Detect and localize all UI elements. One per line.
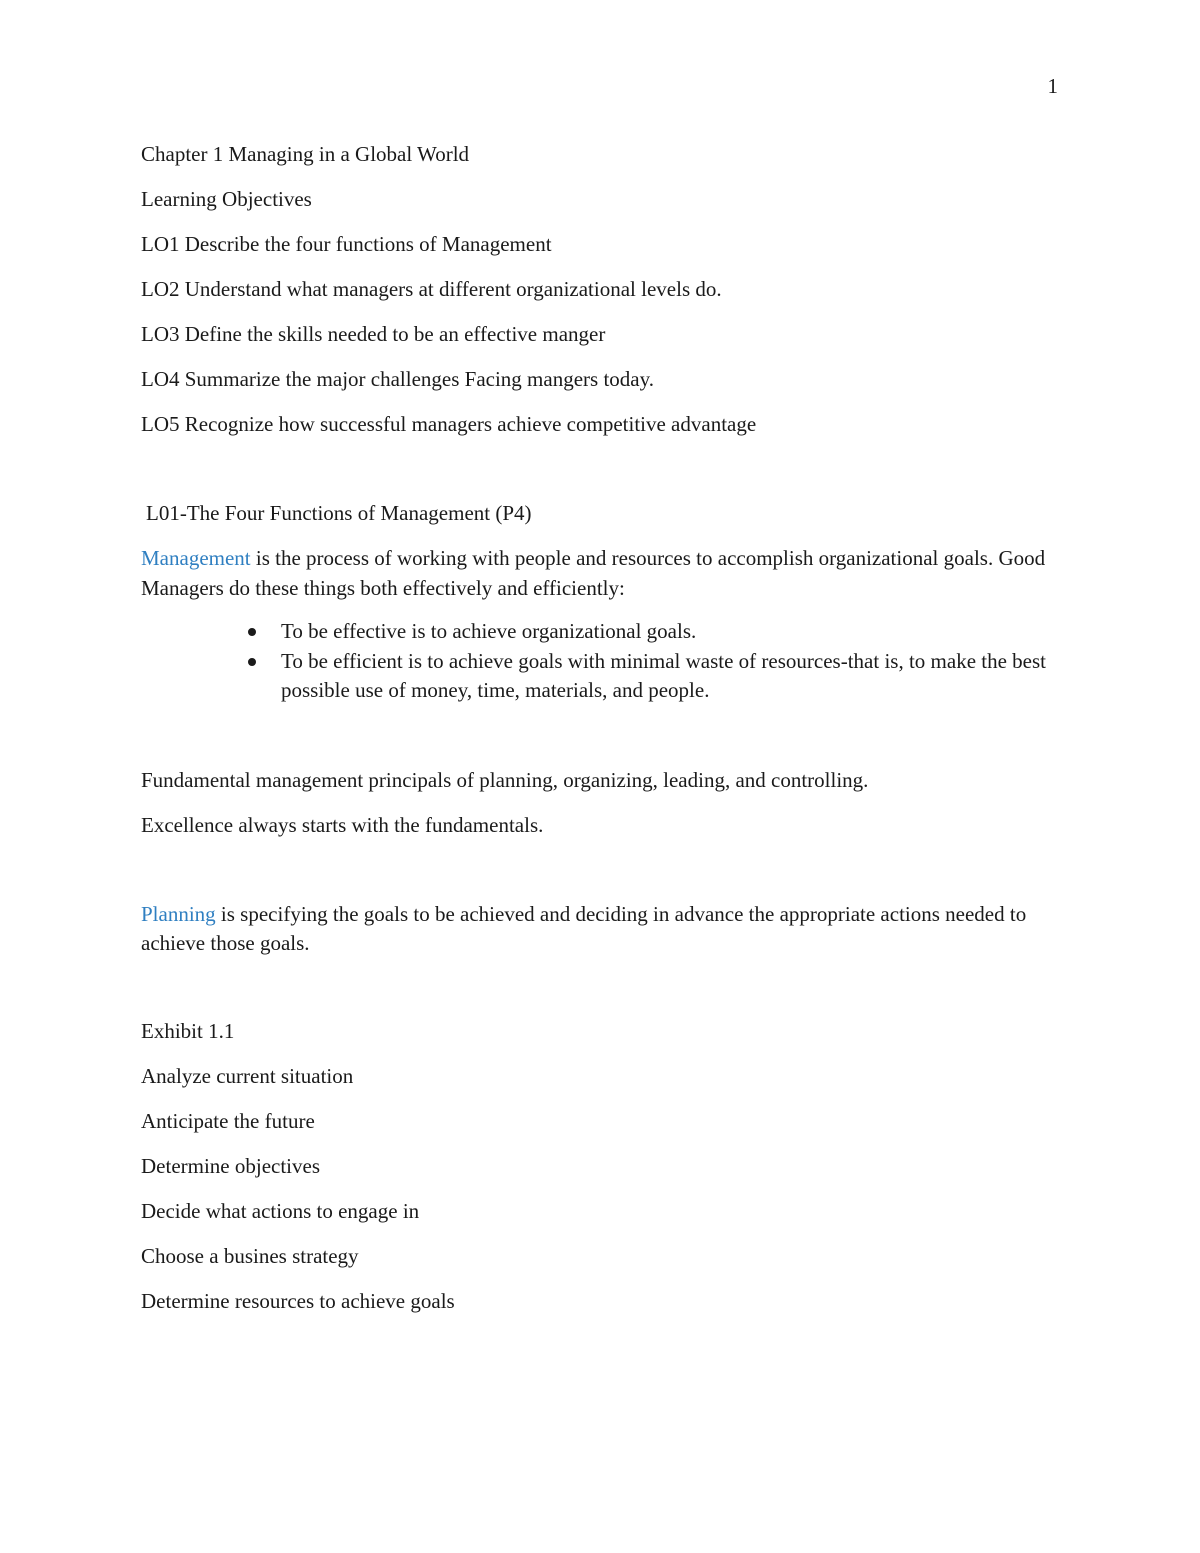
spacer xyxy=(141,455,1061,499)
management-term: Management xyxy=(141,546,251,570)
spacer xyxy=(141,856,1061,900)
planning-term: Planning xyxy=(141,901,216,926)
spacer xyxy=(141,959,1061,1017)
section-heading: L01-The Four Functions of Management (P4) xyxy=(146,501,532,525)
exhibit-item: Decide what actions to engage in xyxy=(141,1198,420,1223)
list-item xyxy=(281,647,1061,706)
exhibit-heading: Exhibit 1.1 xyxy=(141,1018,235,1043)
bullet-text: To be efficient is to achieve goals with minimal waste of resources-that is, to make the best possible use of money, time, materials, and people. xyxy=(281,648,1047,702)
chapter-title: Chapter 1 Managing in a Global World xyxy=(141,142,470,166)
objective-lo1: LO1 Describe the four functions of Management xyxy=(141,232,552,256)
objective-lo2: LO2 Understand what managers at different organizational levels do. xyxy=(141,277,722,301)
management-paragraph xyxy=(141,544,1061,603)
exhibit-item: Determine objectives xyxy=(141,1153,321,1178)
excellence-line: Excellence always starts with the fundamentals. xyxy=(141,812,544,837)
exhibit-item: Choose a busines strategy xyxy=(141,1243,359,1268)
objective-lo3: LO3 Define the skills needed to be an effective manger xyxy=(141,322,606,346)
exhibit-item: Anticipate the future xyxy=(141,1108,315,1133)
spacer xyxy=(141,706,1061,766)
planning-paragraph xyxy=(141,900,1061,959)
bullet-list xyxy=(141,617,1061,706)
fundamental-line: Fundamental management principals of planning, organizing, leading, and controlling. xyxy=(141,767,869,792)
management-definition: is the process of working with people and resources to accomplish organizational goals. Good Managers do these things both effectively and efficiently: xyxy=(141,546,1046,600)
objective-lo5: LO5 Recognize how successful managers achieve competitive advantage xyxy=(141,412,757,436)
bullet-text: To be effective is to achieve organizational goals. xyxy=(281,619,697,643)
list-item xyxy=(281,617,1061,647)
exhibit-item: Analyze current situation xyxy=(141,1063,354,1088)
objective-lo4: LO4 Summarize the major challenges Facing mangers today. xyxy=(141,367,654,391)
page-content xyxy=(141,140,1061,1332)
page-number: 1 xyxy=(1047,74,1058,98)
bullet-icon xyxy=(248,628,256,636)
planning-definition: is specifying the goals to be achieved and deciding in advance the appropriate actions needed to achieve those goals. xyxy=(141,901,1027,955)
exhibit-item: Determine resources to achieve goals xyxy=(141,1288,455,1313)
learning-objectives-heading: Learning Objectives xyxy=(141,187,312,211)
bullet-icon xyxy=(248,658,256,666)
